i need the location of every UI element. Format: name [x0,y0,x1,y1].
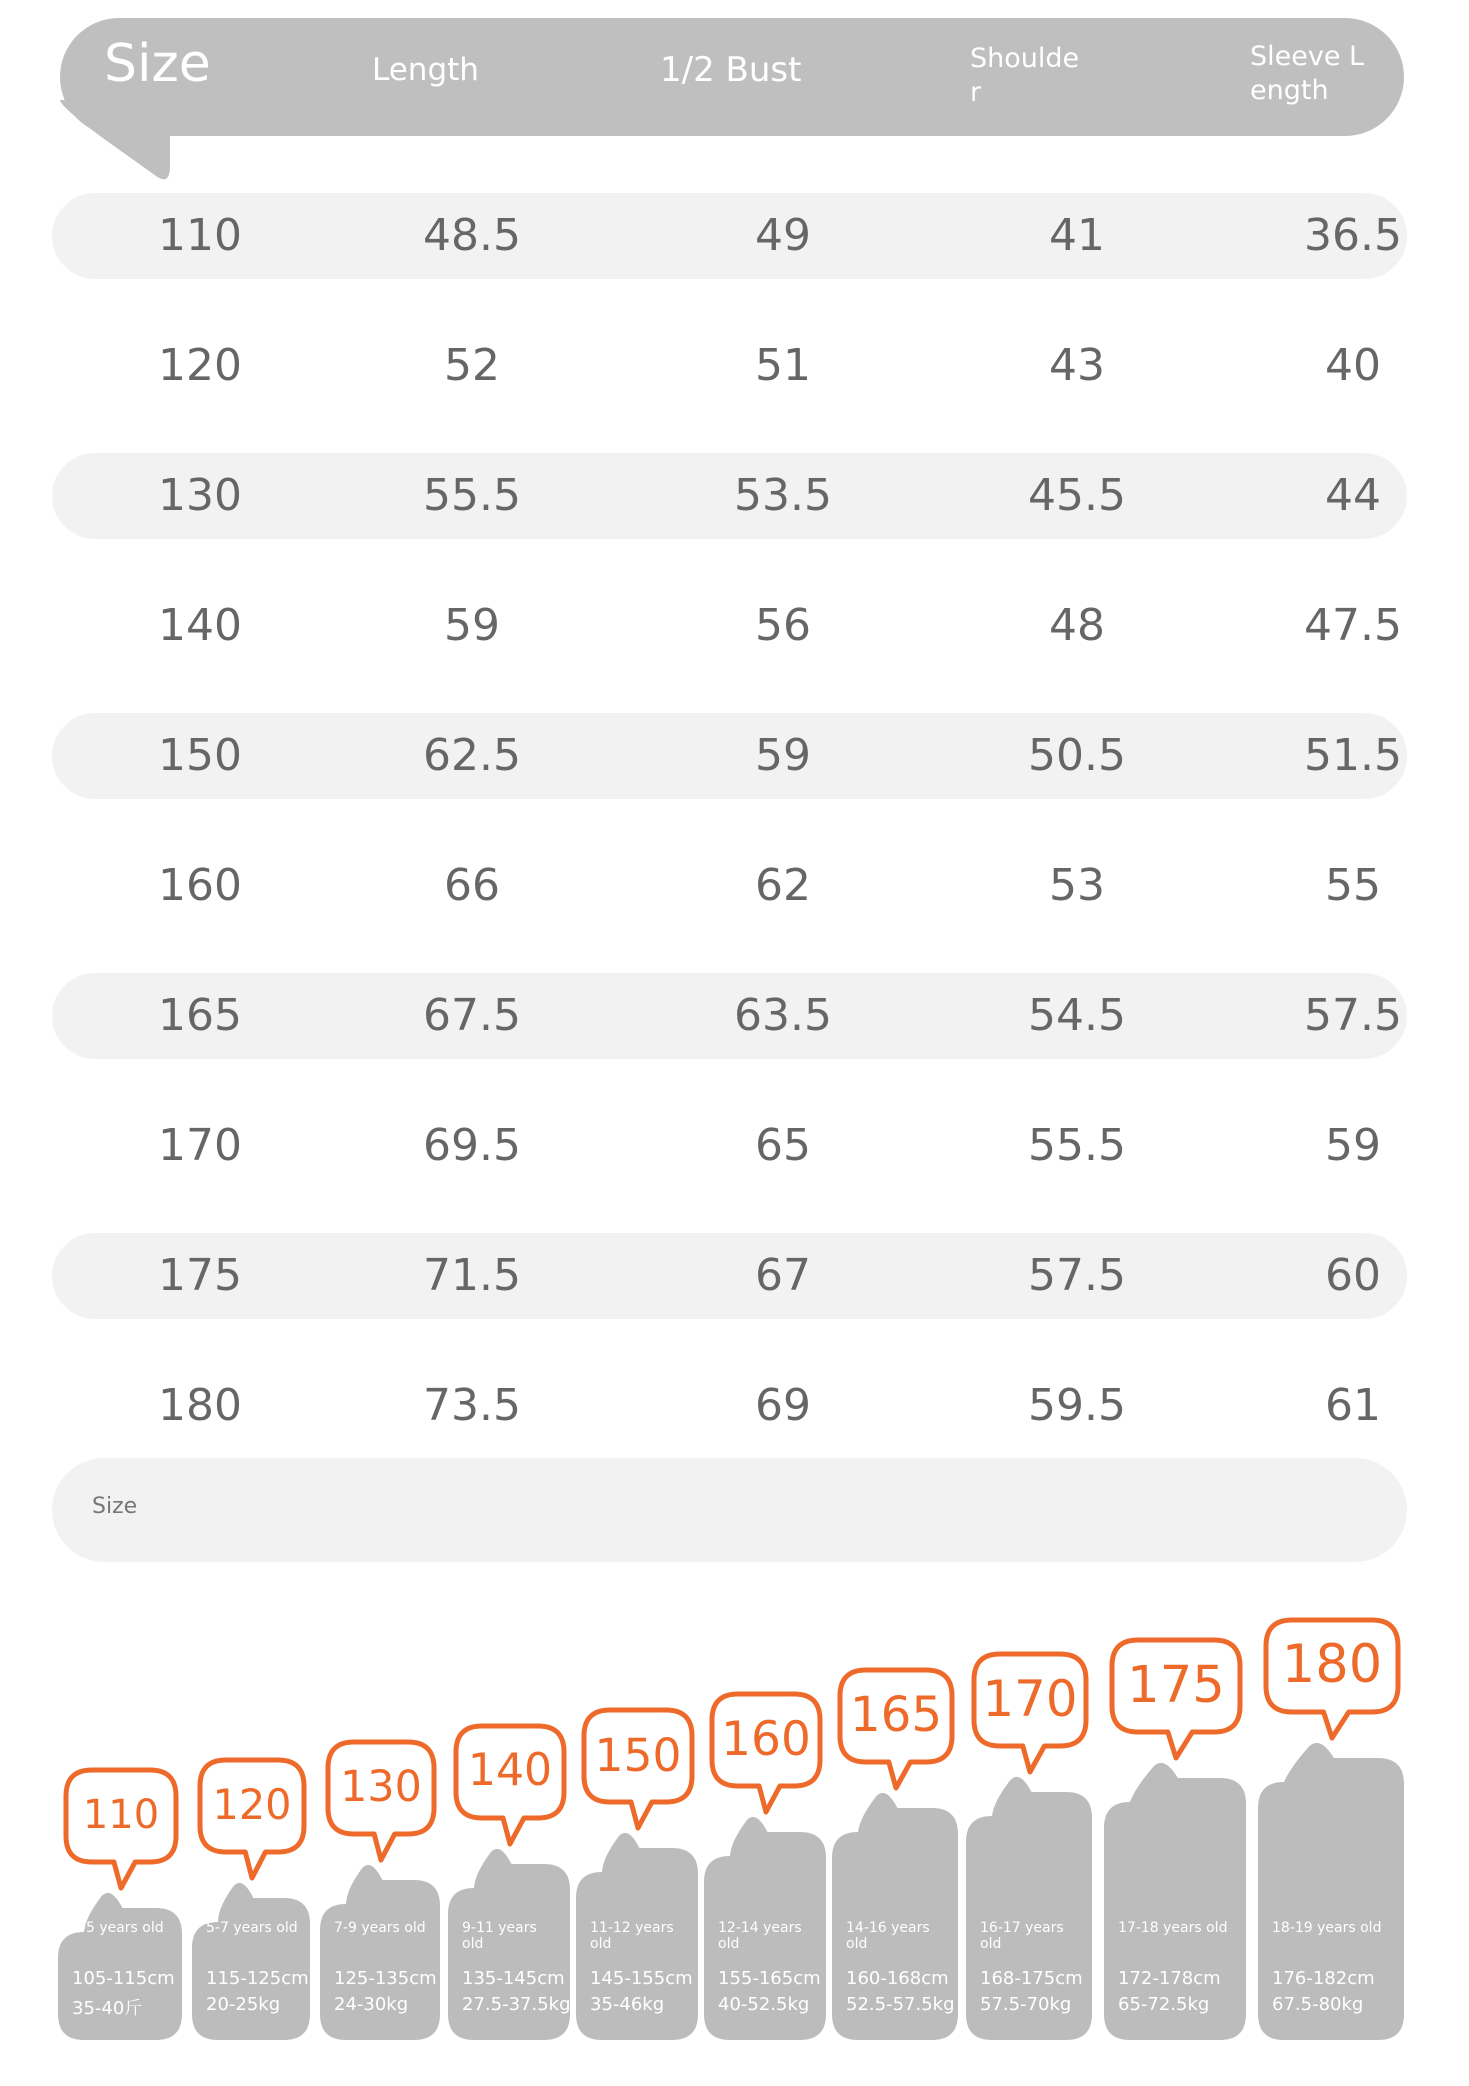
table-row [52,323,1407,409]
size-guide-age: 16-17 years old [980,1920,1064,1952]
table-row [52,843,1407,929]
sleeve-cell: 44 [1325,470,1381,521]
size-guide-age: 17-18 years old [1118,1920,1228,1936]
bust-cell: 59 [755,730,811,781]
size-guide-height: 168-175cm [980,1968,1083,1989]
size-cell: 160 [158,860,242,911]
size-bubble [62,1766,180,1896]
length-cell: 55.5 [423,470,521,521]
bust-cell: 49 [755,210,811,261]
size-bubble-number: 175 [1127,1655,1225,1716]
size-guide-weight: 20-25kg [206,1994,281,2015]
bust-cell: 67 [755,1250,811,1301]
size-bubble [580,1706,696,1836]
shoulder-cell: 41 [1049,210,1105,261]
size-guide-weight: 57.5-70kg [980,1994,1072,2015]
size-bubble-number: 160 [721,1711,811,1767]
table-row [52,1233,1407,1319]
size-guide-height: 155-165cm [718,1968,821,1989]
size-guide-age: 5-7 years old [206,1920,298,1936]
table-row [52,973,1407,1059]
shoulder-cell: 48 [1049,600,1105,651]
size-guide-weight: 24-30kg [334,1994,409,2015]
sleeve-cell: 60 [1325,1250,1381,1301]
size-cell: 165 [158,990,242,1041]
table-row [52,713,1407,799]
size-guide-weight: 40-52.5kg [718,1994,810,2015]
size-cell: 180 [158,1380,242,1431]
size-guide-height: 115-125cm [206,1968,309,1989]
size-guide-age: 7-9 years old [334,1920,426,1936]
shoulder-cell: 50.5 [1028,730,1126,781]
sleeve-cell: 57.5 [1304,990,1402,1041]
size-guide-height: 125-135cm [334,1968,437,1989]
bust-cell: 62 [755,860,811,911]
size-cell: 140 [158,600,242,651]
size-guide-column [966,1740,1092,2040]
size-guide-age: 14-16 years old [846,1920,930,1952]
shoulder-cell: 45.5 [1028,470,1126,521]
shoulder-cell: 57.5 [1028,1250,1126,1301]
length-cell: 48.5 [423,210,521,261]
sleeve-cell: 55 [1325,860,1381,911]
size-guide-weight: 35-46kg [590,1994,665,2015]
bust-cell: 51 [755,340,811,391]
length-cell: 71.5 [423,1250,521,1301]
size-cell: 150 [158,730,242,781]
size-guide [0,1580,1469,2080]
size-guide-age: 9-11 years old [462,1920,537,1952]
size-guide-age: 11-12 years old [590,1920,674,1952]
shoulder-cell: 55.5 [1028,1120,1126,1171]
bust-cell: 63.5 [734,990,832,1041]
size-bubble-number: 130 [340,1762,422,1813]
size-guide-height: 172-178cm [1118,1968,1221,1989]
shoulder-cell: 54.5 [1028,990,1126,1041]
header-size: Size [104,34,211,94]
size-guide-height: 105-115cm [72,1968,175,1989]
length-cell: 62.5 [423,730,521,781]
size-guide-weight: 65-72.5kg [1118,1994,1210,2015]
size-guide-weight: 35-40斤 [72,1998,143,2019]
sleeve-cell: 47.5 [1304,600,1402,651]
sleeve-cell: 51.5 [1304,730,1402,781]
size-guide-height: 160-168cm [846,1968,949,1989]
size-bubble-number: 150 [594,1728,682,1782]
size-guide-weight: 52.5-57.5kg [846,1994,955,2015]
header-length: Length [372,52,479,88]
table-row [52,1103,1407,1189]
size-bubble [324,1738,438,1868]
size-bubble [1108,1636,1244,1766]
size-guide-shape [1104,1726,1246,2040]
size-bubble [452,1722,568,1852]
sleeve-cell: 59 [1325,1120,1381,1171]
size-guide-column [1104,1726,1246,2040]
sleeve-cell: 61 [1325,1380,1381,1431]
size-cell: 175 [158,1250,242,1301]
size-bubble-number: 140 [467,1745,553,1797]
header-shoulder-line1: Shoulde [970,43,1080,74]
bust-cell: 56 [755,600,811,651]
bust-cell: 69 [755,1380,811,1431]
size-guide-height: 176-182cm [1272,1968,1375,1989]
size-cell: 110 [158,210,242,261]
header-sleeve-line1: Sleeve L [1250,41,1365,72]
size-bubble-number: 170 [982,1670,1078,1729]
length-cell: 67.5 [423,990,521,1041]
size-cell: 130 [158,470,242,521]
size-bubble [708,1690,824,1820]
sleeve-cell: 40 [1325,340,1381,391]
length-cell: 73.5 [423,1380,521,1431]
size-bubble-number: 120 [212,1781,292,1830]
shoulder-cell: 53 [1049,860,1105,911]
bust-cell: 53.5 [734,470,832,521]
size-cell: 120 [158,340,242,391]
header-sleeve-line2: ength [1250,75,1329,106]
size-guide-age: 18-19 years old [1272,1920,1382,1936]
table-row [52,193,1407,279]
length-cell: 52 [444,340,500,391]
size-guide-weight: 67.5-80kg [1272,1994,1364,2015]
length-cell: 59 [444,600,500,651]
size-note-row [52,1458,1407,1562]
shoulder-cell: 43 [1049,340,1105,391]
size-bubble [1262,1616,1402,1746]
table-row [52,583,1407,669]
size-note: Size [92,1494,138,1519]
bust-cell: 65 [755,1120,811,1171]
size-guide-age: 4-5 years old [72,1920,164,1936]
length-cell: 69.5 [423,1120,521,1171]
size-bubble [970,1650,1090,1780]
table-row [52,1363,1407,1449]
size-guide-column [832,1756,958,2040]
length-cell: 66 [444,860,500,911]
header-shoulder-line2: r [970,77,982,108]
size-guide-shape [1258,1706,1404,2040]
sleeve-cell: 36.5 [1304,210,1402,261]
size-bubble [196,1756,308,1886]
size-bubble-number: 165 [849,1686,943,1743]
size-guide-column [1258,1706,1404,2040]
size-bubble-number: 180 [1281,1634,1383,1696]
size-guide-height: 135-145cm [462,1968,565,1989]
size-guide-height: 145-155cm [590,1968,693,1989]
size-bubble-number: 110 [82,1792,160,1838]
size-guide-age: 12-14 years old [718,1920,802,1952]
table-row [52,453,1407,539]
shoulder-cell: 59.5 [1028,1380,1126,1431]
header-bust: 1/2 Bust [660,50,802,90]
size-guide-weight: 27.5-37.5kg [462,1994,571,2015]
size-bubble [836,1666,956,1796]
size-cell: 170 [158,1120,242,1171]
